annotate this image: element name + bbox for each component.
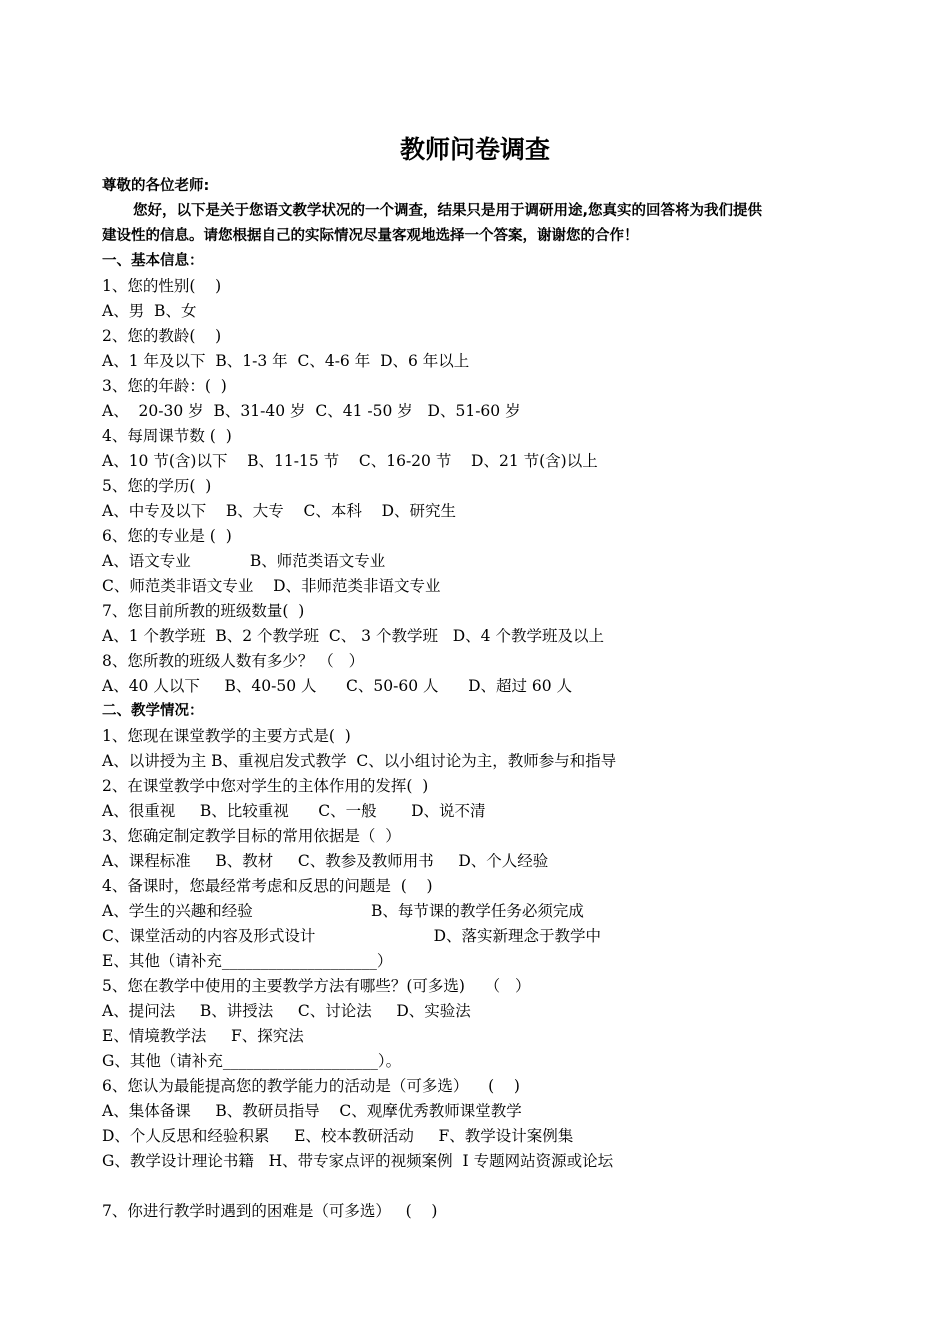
- question-line: 1、您现在课堂教学的主要方式是( ): [102, 727, 351, 745]
- options-line: A、中专及以下 B、大专 C、本科 D、研究生: [102, 502, 456, 520]
- options-line: A、集体备课 B、教研员指导 C、观摩优秀教师课堂教学: [102, 1102, 522, 1120]
- options-line: A、1 个教学班 B、2 个教学班 C、 3 个教学班 D、4 个教学班及以上: [102, 627, 604, 645]
- section-heading-basic-info: 一、基本信息：: [102, 253, 204, 269]
- question-line: 1、您的性别( ): [102, 277, 222, 295]
- question-line: 7、您目前所教的班级数量( ): [102, 602, 305, 620]
- options-line: D、个人反思和经验积累 E、校本教研活动 F、教学设计案例集: [102, 1127, 574, 1145]
- options-line: E、其他（请补充____________________）: [102, 952, 393, 970]
- question-line: 8、您所教的班级人数有多少？ （ ）: [102, 652, 365, 670]
- options-line: G、教学设计理论书籍 H、带专家点评的视频案例 I 专题网站资源或论坛: [102, 1152, 614, 1170]
- options-line: A、学生的兴趣和经验 B、每节课的教学任务必须完成: [102, 902, 584, 920]
- greeting: 尊敬的各位老师:: [102, 178, 210, 194]
- blank-line: [102, 1174, 862, 1199]
- options-line: A、课程标准 B、教材 C、教参及教师用书 D、个人经验: [102, 852, 549, 870]
- section-teaching: [102, 724, 862, 1224]
- options-line: A、男 B、女: [102, 302, 197, 320]
- question-line: 5、您的学历( ): [102, 477, 212, 495]
- options-line: A、语文专业 B、师范类语文专业: [102, 552, 386, 570]
- options-line: A、以讲授为主 B、重视启发式教学 C、以小组讨论为主，教师参与和指导: [102, 752, 617, 770]
- question-line: 4、备课时，您最经常考虑和反思的问题是 ( ): [102, 877, 433, 895]
- document-title: 教师问卷调查: [399, 135, 550, 164]
- question-line: 3、您的年龄：( ): [102, 377, 227, 395]
- options-line: A、10 节(含)以下 B、11-15 节 C、16-20 节 D、21 节(含)以上: [102, 452, 598, 470]
- question-line: 2、在课堂教学中您对学生的主体作用的发挥( ): [102, 777, 429, 795]
- options-line: E、情境教学法 F、探究法: [102, 1027, 304, 1045]
- question-line: 4、每周课节数 ( ): [102, 427, 232, 445]
- question-line: 6、您的专业是 ( ): [102, 527, 232, 545]
- options-line: C、课堂活动的内容及形式设计 D、落实新理念于教学中: [102, 927, 602, 945]
- options-line: A、很重视 B、比较重视 C、一般 D、说不清: [102, 802, 486, 820]
- question-line: 7、你进行教学时遇到的困难是（可多选） ( ): [102, 1202, 438, 1220]
- options-line: G、其他（请补充____________________）。: [102, 1052, 402, 1070]
- options-line: A、 20-30 岁 B、31-40 岁 C、41 -50 岁 D、51-60 岁: [102, 402, 521, 420]
- section-basic-info: [102, 274, 862, 699]
- options-line: C、师范类非语文专业 D、非师范类非语文专业: [102, 577, 441, 595]
- question-line: 5、您在教学中使用的主要教学方法有哪些？(可多选) （ ）: [102, 977, 531, 995]
- options-line: A、提问法 B、讲授法 C、讨论法 D、实验法: [102, 1002, 471, 1020]
- intro-line-1: 您好，以下是关于您语文教学状况的一个调查，结果只是用于调研用途,您真实的回答将为我们提供: [133, 203, 763, 219]
- question-line: 3、您确定制定教学目标的常用依据是（ ）: [102, 827, 401, 845]
- intro-line-2: 建设性的信息。请您根据自己的实际情况尽量客观地选择一个答案，谢谢您的合作！: [102, 228, 639, 244]
- options-line: A、40 人以下 B、40-50 人 C、50-60 人 D、超过 60 人: [102, 677, 573, 695]
- question-line: 2、您的教龄( ): [102, 327, 222, 345]
- question-line: 6、您认为最能提高您的教学能力的活动是（可多选） ( ): [102, 1077, 520, 1095]
- options-line: A、1 年及以下 B、1-3 年 C、4-6 年 D、6 年以上: [102, 352, 470, 370]
- section-heading-teaching: 二、教学情况：: [102, 703, 204, 719]
- document-body: [102, 174, 862, 1224]
